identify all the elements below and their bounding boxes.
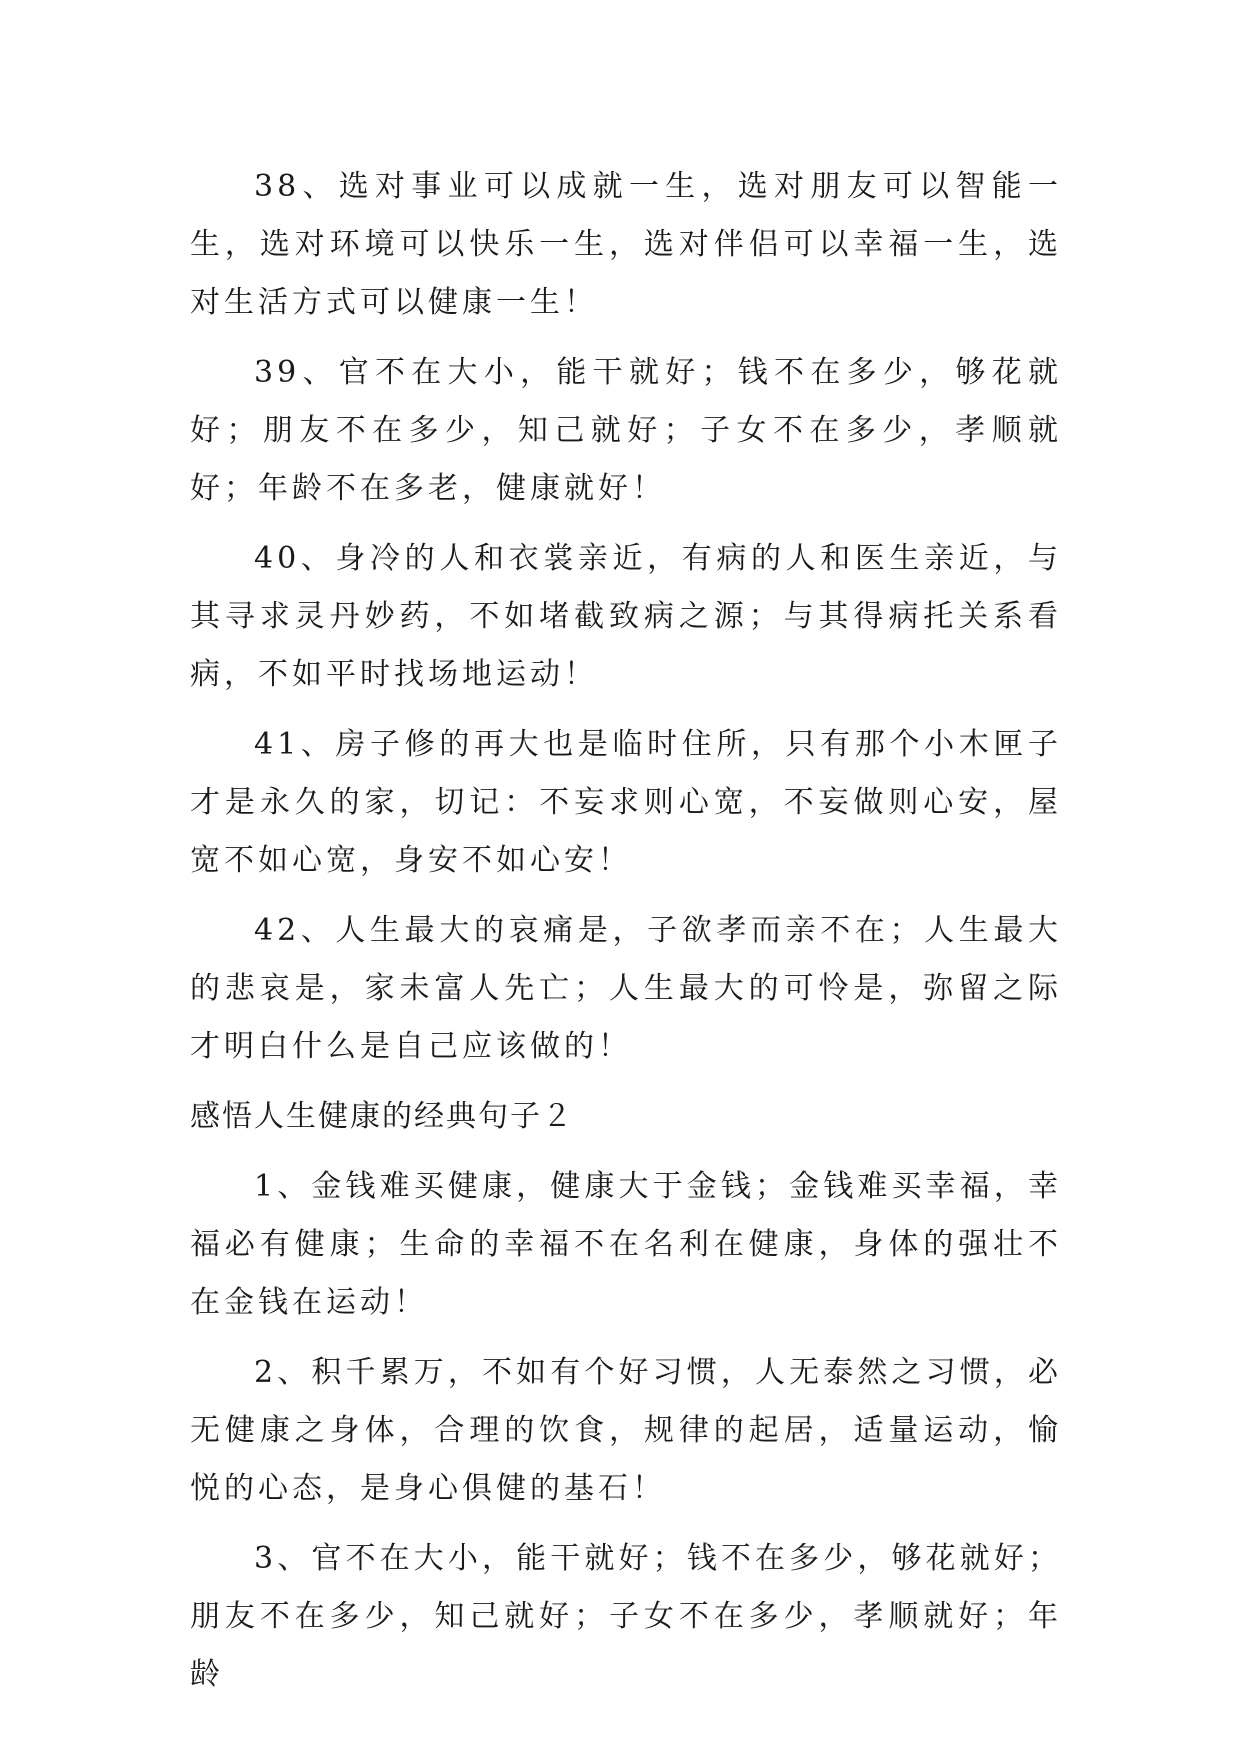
paragraph-39: 39、官不在大小，能干就好；钱不在多少，够花就好；朋友不在多少，知己就好；子女不在多少，孝顺就好；年龄不在多老，健康就好！ (190, 355, 1062, 506)
paragraph-2: 2、积千累万，不如有个好习惯，人无泰然之习惯，必无健康之身体，合理的饮食，规律的起居，适量运动，愉悦的心态，是身心俱健的基石！ (190, 1355, 1062, 1506)
paragraph-41: 41、房子修的再大也是临时住所，只有那个小木匣子才是永久的家，切记：不妄求则心宽，不妄做则心安，屋宽不如心宽，身安不如心安！ (190, 727, 1062, 878)
paragraph-3: 3、官不在大小，能干就好；钱不在多少，够花就好；朋友不在多少，知己就好；子女不在多少，孝顺就好；年龄 (190, 1541, 1062, 1692)
document-body (190, 158, 1062, 1716)
section-heading: 感悟人生健康的经典句子２ (190, 1099, 574, 1134)
paragraph-1: 1、金钱难买健康，健康大于金钱；金钱难买幸福，幸福必有健康；生命的幸福不在名利在健康，身体的强壮不在金钱在运动！ (190, 1169, 1062, 1320)
paragraph-42: 42、人生最大的哀痛是，子欲孝而亲不在；人生最大的悲哀是，家未富人先亡；人生最大的可怜是，弥留之际才明白什么是自己应该做的！ (190, 913, 1062, 1064)
paragraph-38: 38、选对事业可以成就一生，选对朋友可以智能一生，选对环境可以快乐一生，选对伴侣可以幸福一生，选对生活方式可以健康一生！ (190, 169, 1062, 320)
paragraph-40: 40、身冷的人和衣裳亲近，有病的人和医生亲近，与其寻求灵丹妙药，不如堵截致病之源；与其得病托关系看病，不如平时找场地运动！ (190, 541, 1062, 692)
